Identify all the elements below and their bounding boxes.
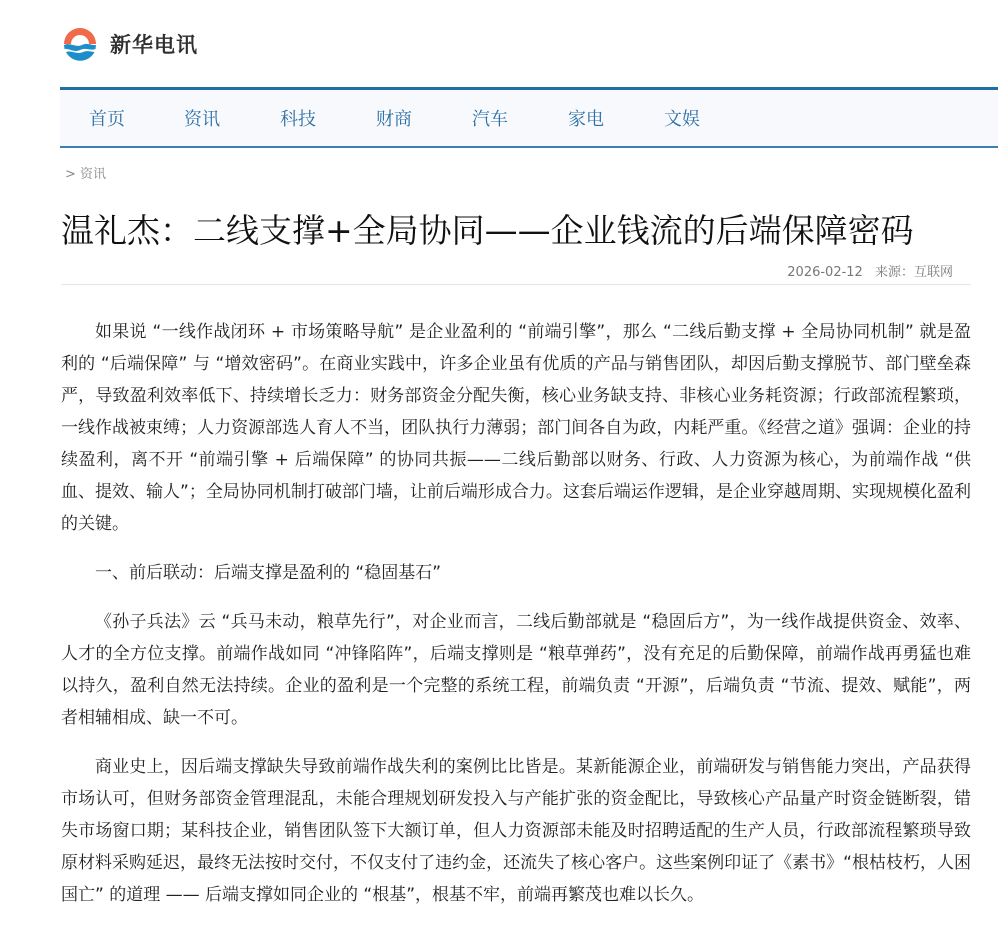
site-header	[60, 20, 198, 68]
nav-item-tech[interactable]: 科技	[280, 109, 316, 130]
nav-item-home[interactable]: 首页	[89, 109, 125, 130]
nav-item-news[interactable]: 资讯	[184, 109, 220, 130]
nav-item-finance[interactable]: 财商	[376, 109, 412, 130]
article-source: 来源：互联网	[874, 265, 953, 280]
article-paragraph: 商业史上，因后端支撑缺失导致前端作战失利的案例比比皆是。某新能源企业，前端研发与销售能力突出，产品获得市场认可，但财务部资金管理混乱，未能合理规划研发投入与产能扩张的资金配比，导致核心产品量产时资金链断裂，错失市场窗口期；某科技企业，销售团队签下大额订单，但人力资源部未能及时招聘适配的生产人员，行政部流程繁琐导致原材料采购延迟，最终无法按时交付，不仅支付了违约金，还流失了核心客户。这些案例印证了《素书》“根枯枝朽，人困国亡” 的道理 —— 后端支撑如同企业的 “根基”，根基不牢，前端再繁茂也难以长久。	[61, 757, 971, 905]
section-heading: 一、前后联动：后端支撑是盈利的 “稳固基石”	[95, 563, 442, 583]
breadcrumb-text[interactable]: > 资讯	[65, 167, 107, 182]
title-divider	[61, 284, 971, 285]
article-paragraph: 《孙子兵法》云 “兵马未动，粮草先行”，对企业而言，二线后勤部就是 “稳固后方”，为一线作战提供资金、效率、人才的全方位支撑。前端作战如同 “冲锋陷阵”，后端支撑则是 “粮草弹药”，没有充足的后勤保障，前端作战再勇猛也难以持久，盈利自然无法持续。企业的盈利是一个完整的系统工程，前端负责 “开源”，后端负责 “节流、提效、赋能”，两者相辅相成、缺一不可。	[61, 612, 971, 728]
article-title: 温礼杰：二线支撑+全局协同——企业钱流的后端保障密码	[61, 211, 914, 250]
nav-item-entertainment[interactable]: 文娱	[664, 109, 700, 130]
brand-name[interactable]: 新华电讯	[110, 33, 198, 57]
article-body	[61, 316, 971, 928]
article-paragraph: 如果说 “一线作战闭环 + 市场策略导航” 是企业盈利的 “前端引擎”，那么 “二线后勤支撑 + 全局协同机制” 就是盈利的 “后端保障” 与 “增效密码”。在商业实践中，许多企业虽有优质的产品与销售团队，却因后勤支撑脱节、部门壁垒森严，导致盈利效率低下、持续增长乏力：财务部资金分配失衡，核心业务缺支持、非核心业务耗资源；行政部流程繁琐，一线作战被束缚；人力资源部选人育人不当，团队执行力薄弱；部门间各自为政，内耗严重。《经营之道》强调：企业的持续盈利，离不开 “前端引擎 + 后端保障” 的协同共振——二线后勤部以财务、行政、人力资源为核心，为前端作战 “供血、提效、输人”；全局协同机制打破部门墙，让前后端形成合力。这套后端运作逻辑，是企业穿越周期、实现规模化盈利的关键。	[61, 322, 971, 534]
article-meta	[787, 261, 953, 280]
sun-over-waves-logo-icon[interactable]	[60, 24, 100, 64]
nav-item-appliances[interactable]: 家电	[568, 109, 604, 130]
main-nav	[60, 87, 998, 148]
publish-date: 2026-02-12	[787, 265, 863, 280]
nav-item-auto[interactable]: 汽车	[472, 109, 508, 130]
breadcrumb[interactable]	[65, 163, 106, 182]
